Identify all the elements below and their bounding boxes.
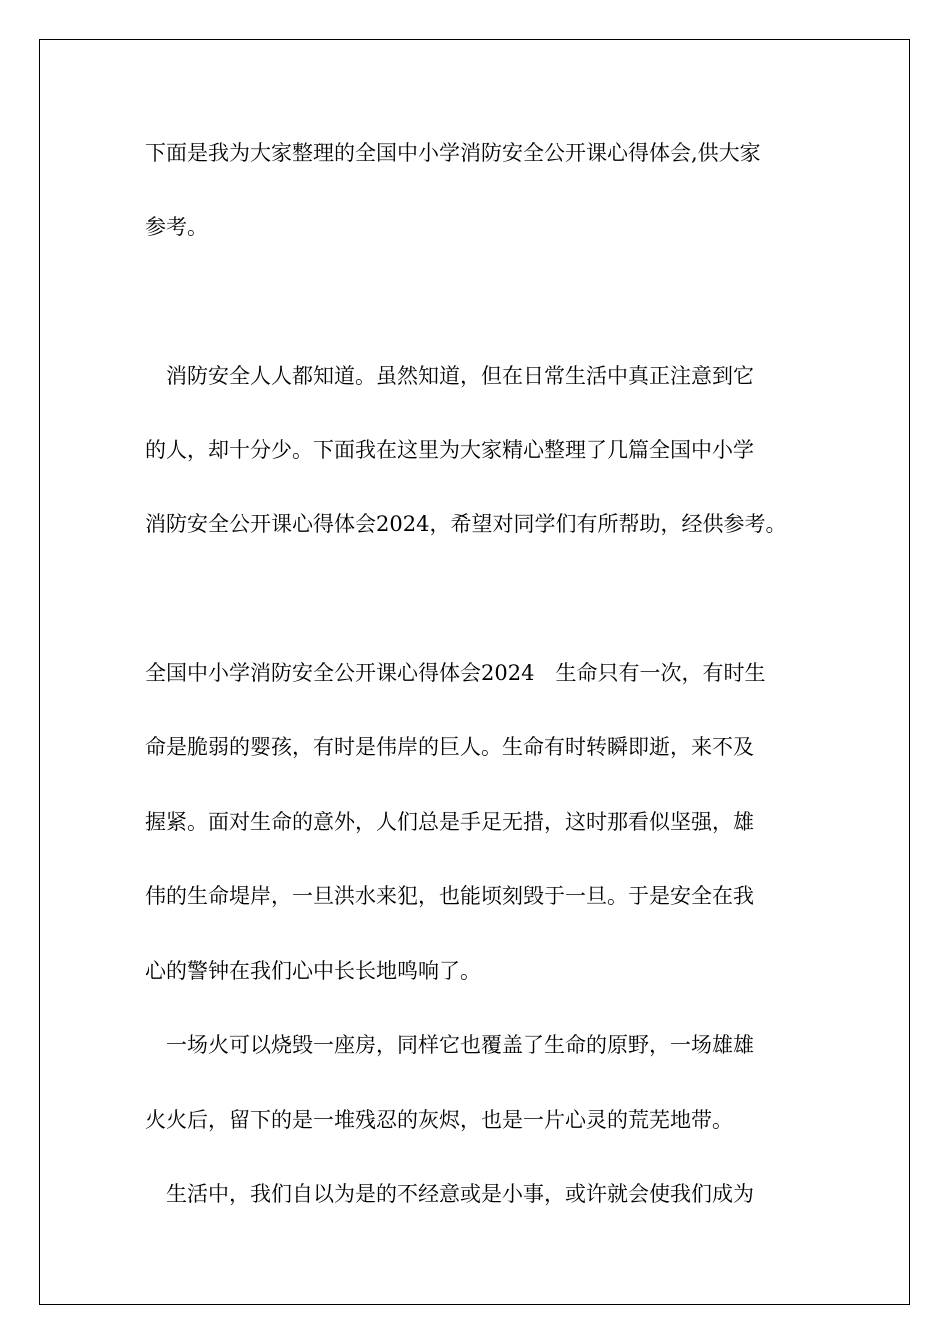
text-line: 心的警钟在我们心中长长地鸣响了。 — [145, 959, 481, 983]
text-line: 全国中小学消防安全公开课心得体会2024 生命只有一次，有时生 — [145, 661, 766, 685]
text-line: 生活中，我们自以为是的不经意或是小事，或许就会使我们成为 — [166, 1182, 754, 1206]
text-line: 参考。 — [145, 215, 208, 239]
text-line: 消防安全公开课心得体会2024，希望对同学们有所帮助，经供参考。 — [145, 512, 787, 536]
text-line: 火火后，留下的是一堆残忍的灰烬，也是一片心灵的荒芜地带。 — [145, 1108, 733, 1132]
text-line: 下面是我为大家整理的全国中小学消防安全公开课心得体会,供大家 — [145, 141, 761, 165]
text-line: 消防安全人人都知道。虽然知道，但在日常生活中真正注意到它 — [166, 364, 754, 388]
text-line: 命是脆弱的婴孩，有时是伟岸的巨人。生命有时转瞬即逝，来不及 — [145, 735, 754, 759]
text-line: 一场火可以烧毁一座房，同样它也覆盖了生命的原野，一场雄雄 — [166, 1033, 754, 1057]
text-line: 伟的生命堤岸，一旦洪水来犯，也能顷刻毁于一旦。于是安全在我 — [145, 884, 754, 908]
text-line: 的人，却十分少。下面我在这里为大家精心整理了几篇全国中小学 — [145, 438, 754, 462]
text-line: 握紧。面对生命的意外，人们总是手足无措，这时那看似坚强，雄 — [145, 810, 754, 834]
